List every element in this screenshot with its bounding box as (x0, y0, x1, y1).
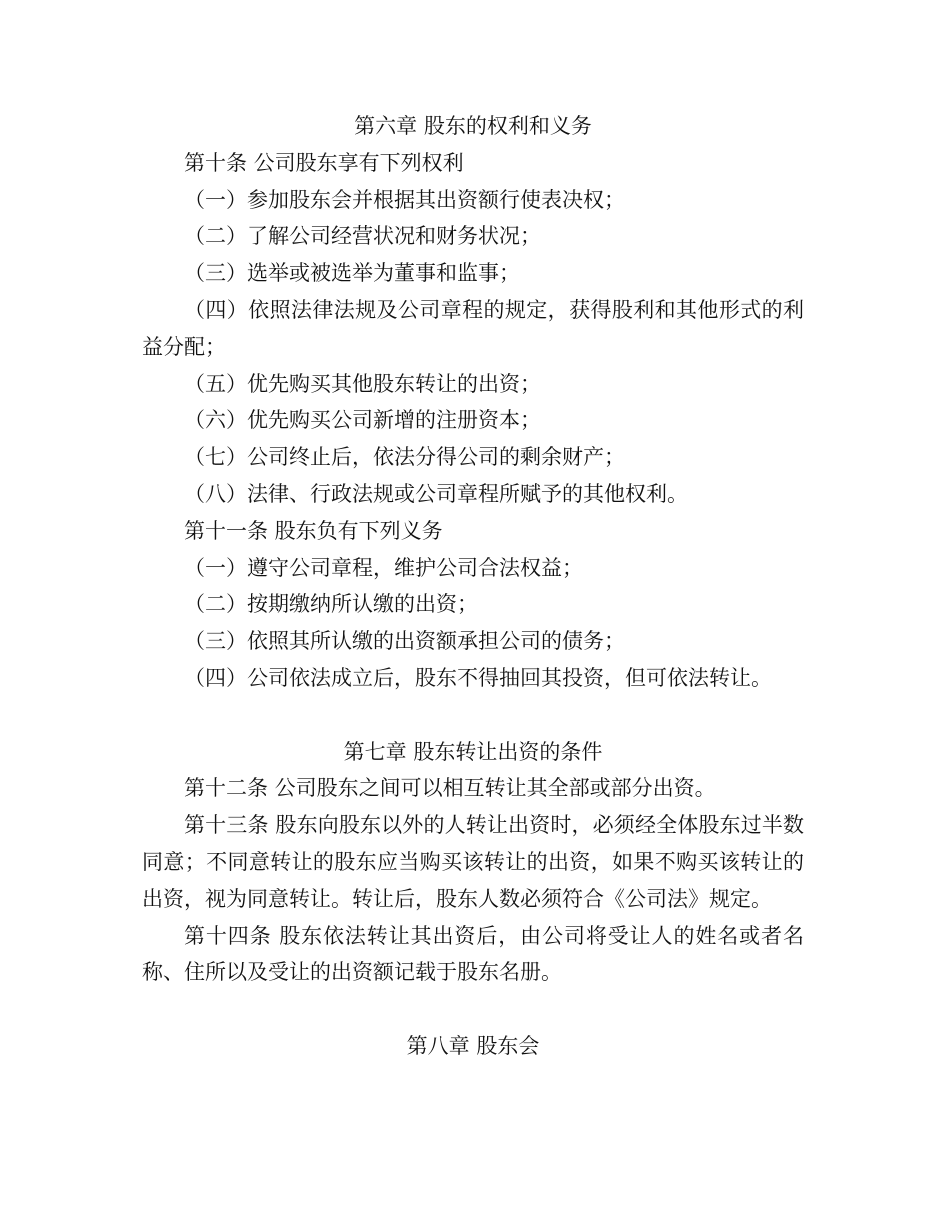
article-10-item-8: （八）法律、行政法规或公司章程所赋予的其他权利。 (184, 481, 688, 506)
article-10-item-3: （三）选举或被选举为董事和监事； (184, 261, 520, 286)
document-page (142, 108, 804, 1065)
chapter-7-title: 第七章 股东转让出资的条件 (343, 739, 603, 764)
article-11-title: 第十一条 股东负有下列义务 (184, 518, 443, 543)
section-spacer (142, 991, 804, 1028)
article-10-item-4: （四）依照法律法规及公司章程的规定，获得股利和其他形式的利益分配； (142, 297, 804, 359)
article-13: 第十三条 股东向股东以外的人转让出资时，必须经全体股东过半数同意；不同意转让的股东应当购买该转让的出资，如果不购买该转让的出资，视为同意转让。转让后，股东人数必须符合《公司法》规定。 (142, 813, 804, 911)
article-11-item-4: （四）公司依法成立后，股东不得抽回其投资，但可依法转让。 (184, 665, 772, 690)
section-spacer (142, 697, 804, 734)
article-10-item-2: （二）了解公司经营状况和财务状况； (184, 224, 541, 249)
article-10-item-7: （七）公司终止后，依法分得公司的剩余财产； (184, 445, 625, 470)
article-12: 第十二条 公司股东之间可以相互转让其全部或部分出资。 (184, 776, 716, 801)
article-10-item-6: （六）优先购买公司新增的注册资本； (184, 408, 541, 433)
article-11-item-3: （三）依照其所认缴的出资额承担公司的债务； (184, 629, 625, 654)
chapter-8-title: 第八章 股东会 (406, 1033, 540, 1058)
article-10-title: 第十条 公司股东享有下列权利 (184, 150, 464, 175)
article-14: 第十四条 股东依法转让其出资后，由公司将受让人的姓名或者名称、住所以及受让的出资额记载于股东名册。 (142, 923, 804, 985)
article-10-item-1: （一）参加股东会并根据其出资额行使表决权； (184, 187, 625, 212)
article-11-item-1: （一）遵守公司章程，维护公司合法权益； (184, 555, 583, 580)
article-10-item-5: （五）优先购买其他股东转让的出资； (184, 371, 541, 396)
article-11-item-2: （二）按期缴纳所认缴的出资； (184, 592, 478, 617)
chapter-6-title: 第六章 股东的权利和义务 (354, 114, 592, 138)
